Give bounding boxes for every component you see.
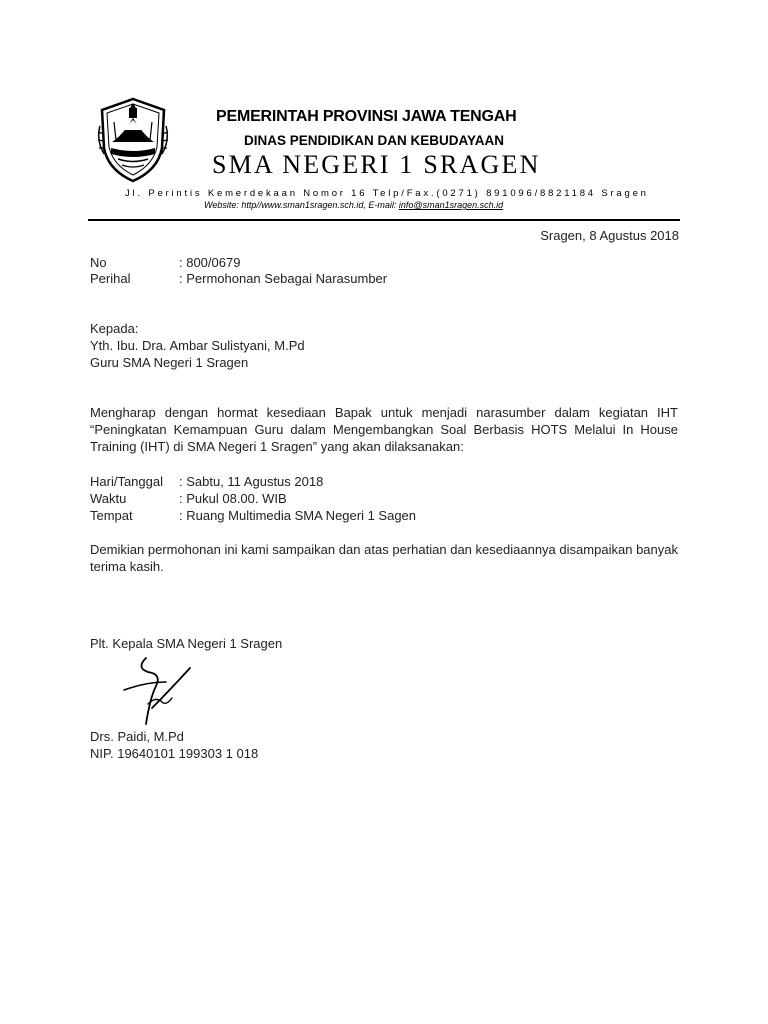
letter-date: Sragen, 8 Agustus 2018 — [540, 228, 679, 243]
body-paragraph-1: Mengharap dengan hormat kesediaan Bapak untuk menjadi narasumber dalam kegiatan IHT “Peningkatan Kemampuan Guru dalam Mengembangkan Soal Berbasis HOTS Melalui In House Training (IHT) di SMA Negeri 1 Sragen” yang akan dilaksanakan: — [90, 405, 678, 454]
letterhead-government-title: PEMERINTAH PROVINSI JAWA TENGAH — [216, 108, 517, 125]
website-text: Website: http//www.sman1sragen.sch.id, E-mail: — [204, 200, 399, 210]
letterhead-website — [204, 200, 503, 210]
perihal-label: Perihal — [90, 271, 131, 286]
kepada-label: Kepada: — [90, 321, 139, 336]
detail-label-hari: Hari/Tanggal — [90, 474, 163, 489]
letterhead-school-name: SMA NEGERI 1 SRAGEN — [212, 150, 541, 179]
perihal-value: : Permohonan Sebagai Narasumber — [179, 271, 388, 286]
no-label: No — [90, 255, 107, 270]
detail-value-hari: : Sabtu, 11 Agustus 2018 — [179, 474, 324, 489]
body-paragraph-2: Demikian permohonan ini kami sampaikan dan atas perhatian dan kesediaannya disampaikan banyak terima kasih. — [90, 542, 678, 574]
detail-label-waktu: Waktu — [90, 491, 127, 506]
detail-value-waktu: : Pukul 08.00. WIB — [179, 491, 287, 506]
signoff-title: Plt. Kepala SMA Negeri 1 Sragen — [90, 636, 283, 651]
no-value: : 800/0679 — [179, 255, 241, 270]
signer-nip: NIP. 19640101 199303 1 018 — [90, 746, 259, 761]
email-link[interactable]: info@sman1sragen.sch.id — [398, 200, 504, 210]
letterhead-department-title: DINAS PENDIDIKAN DAN KEBUDAYAAN — [244, 133, 505, 148]
recipient-name: Yth. Ibu. Dra. Ambar Sulistyani, M.Pd — [90, 338, 305, 353]
handwritten-signature-icon — [116, 652, 198, 726]
recipient-position: Guru SMA Negeri 1 Sragen — [90, 355, 249, 370]
central-java-coat-of-arms-icon — [96, 96, 170, 184]
signer-name: Drs. Paidi, M.Pd — [90, 729, 184, 744]
detail-value-tempat: : Ruang Multimedia SMA Negeri 1 Sagen — [179, 508, 417, 523]
letterhead-divider — [88, 219, 680, 221]
detail-label-tempat: Tempat — [90, 508, 133, 523]
letterhead-address: Jl. Perintis Kemerdekaan Nomor 16 Telp/Fax.(0271) 891096/8821184 Sragen — [125, 188, 649, 199]
